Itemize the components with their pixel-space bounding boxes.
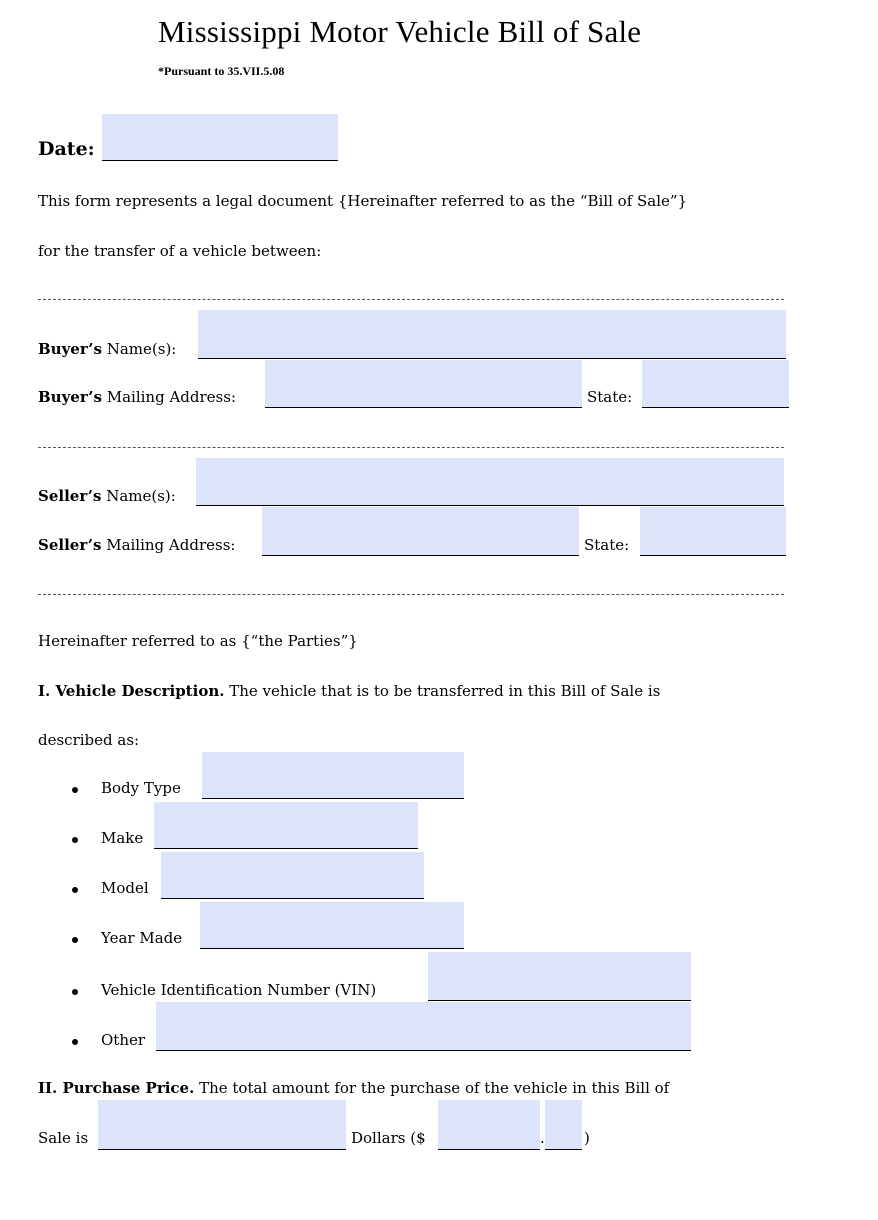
make-label: Make — [101, 829, 144, 847]
vin-field[interactable] — [428, 952, 691, 1001]
model-field[interactable] — [161, 852, 424, 899]
model-label: Model — [101, 879, 149, 897]
make-field[interactable] — [154, 802, 418, 849]
document-subtitle: *Pursuant to 35.VII.5.08 — [158, 64, 285, 78]
price-words-field[interactable] — [98, 1100, 346, 1150]
bullet-icon — [72, 787, 78, 793]
year-made-label: Year Made — [101, 929, 183, 947]
other-label: Other — [101, 1031, 146, 1049]
bullet-icon — [72, 887, 78, 893]
date-field[interactable] — [102, 114, 338, 161]
dollars-label: Dollars ($ — [351, 1129, 426, 1147]
buyer-address-label: Buyer’s Mailing Address: — [38, 388, 236, 406]
price-cents-field[interactable] — [545, 1100, 582, 1150]
bullet-icon — [72, 937, 78, 943]
body-type-label: Body Type — [101, 779, 181, 797]
buyer-name-label: Buyer’s Name(s): — [38, 340, 177, 358]
vin-label: Vehicle Identification Number (VIN) — [101, 981, 377, 999]
document-title: Mississippi Motor Vehicle Bill of Sale — [158, 14, 642, 49]
other-field[interactable] — [156, 1002, 691, 1051]
bullet-icon — [72, 837, 78, 843]
parties-text: Hereinafter referred to as {“the Parties”} — [38, 632, 358, 650]
seller-state-label: State: — [584, 536, 630, 554]
section-1-text: I. Vehicle Description. The vehicle that is to be transferred in this Bill of Sale is — [38, 682, 661, 700]
bullet-icon — [72, 989, 78, 995]
buyer-address-field[interactable] — [265, 360, 582, 408]
date-label: Date: — [38, 138, 95, 160]
buyer-state-label: State: — [587, 388, 633, 406]
seller-name-label: Seller’s Name(s): — [38, 487, 176, 505]
sale-is-label: Sale is — [38, 1129, 89, 1147]
decimal-point: . — [540, 1129, 545, 1147]
bullet-icon — [72, 1039, 78, 1045]
separator-1 — [38, 299, 784, 300]
buyer-name-field[interactable] — [198, 310, 786, 359]
separator-2 — [38, 447, 784, 448]
separator-3 — [38, 594, 784, 595]
section-1-text-line-2: described as: — [38, 731, 140, 749]
seller-address-label: Seller’s Mailing Address: — [38, 536, 236, 554]
section-2-text: II. Purchase Price. The total amount for the purchase of the vehicle in this Bill of — [38, 1079, 670, 1097]
close-paren: ) — [584, 1129, 590, 1147]
year-made-field[interactable] — [200, 902, 464, 949]
seller-state-field[interactable] — [640, 507, 786, 556]
intro-line-2: for the transfer of a vehicle between: — [38, 242, 322, 260]
seller-address-field[interactable] — [262, 507, 579, 556]
seller-name-field[interactable] — [196, 458, 784, 506]
body-type-field[interactable] — [202, 752, 464, 799]
buyer-state-field[interactable] — [642, 360, 789, 408]
price-dollars-field[interactable] — [438, 1100, 540, 1150]
intro-line-1: This form represents a legal document {Hereinafter referred to as the “Bill of Sale”} — [38, 192, 688, 210]
